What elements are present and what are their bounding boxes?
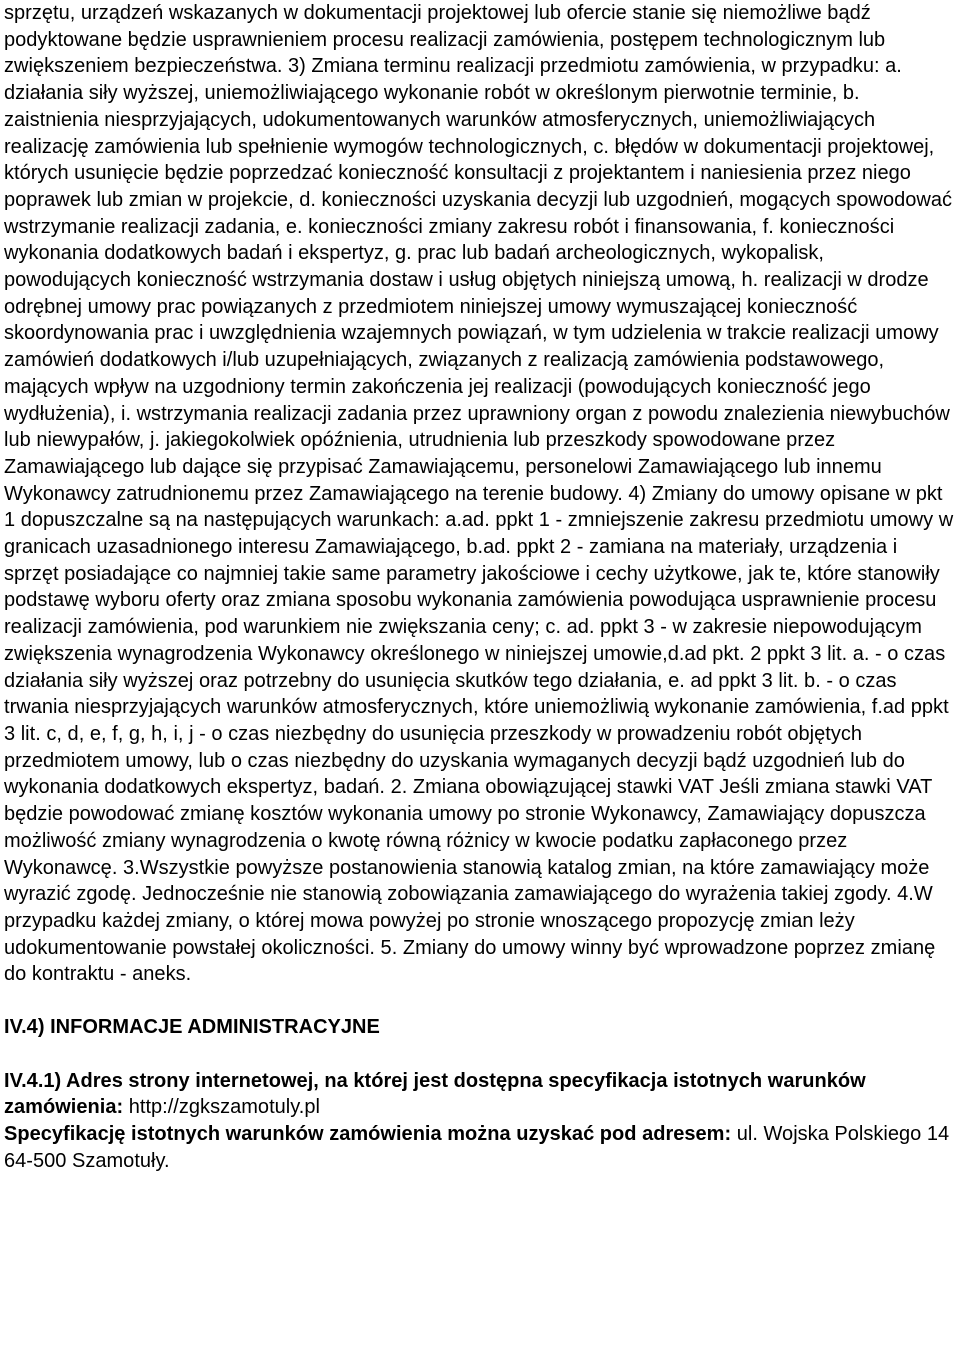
section-heading: IV.4) INFORMACJE ADMINISTRACYJNE [4, 1016, 380, 1039]
spec-address-value: ul. Wojska Polskiego 14 64-500 Szamotuły. [4, 1123, 950, 1172]
website-url-link[interactable]: http://zgkszamotuly.pl [128, 1096, 320, 1119]
website-address-label: IV.4.1) Adres strony internetowej, na której jest dostępna specyfikacja istotnych warunków zamówienia: [4, 1069, 866, 1119]
spec-address-block [4, 1121, 956, 1174]
document-page [4, 0, 956, 1175]
website-address-block [4, 1068, 956, 1121]
contract-changes-paragraph: sprzętu, urządzeń wskazanych w dokumentacji projektowej lub ofercie stanie się niemożliwe bądź podyktowane będzie usprawnieniem procesu realizacji zamówienia, postępem technologicznym lub zwiększeniem bezpieczeństwa. 3) Zmiana terminu realizacji przedmiotu zamówienia, w przypadku: a. działania siły wyższej, uniemożliwiającego wykonanie robót w określonym pierwotnie terminie, b. zaistnienia niesprzyjających, udokumentowanych warunków atmosferycznych, uniemożliwiających realizację zamówienia lub spełnienie wymogów technologicznych, c. błędów w dokumentacji projektowej, których usunięcie będzie poprzedzać konieczność konsultacji z projektantem i naniesienia przez niego poprawek lub zmian w projekcie, d. konieczności uzyskania decyzji lub uzgodnień, mogących spowodować wstrzymanie realizacji zadania, e. konieczności zmiany zakresu robót i finansowania, f. konieczności wykonania dodatkowych badań i ekspertyz, g. prac lub badań archeologicznych, wykopalisk, powodujących konieczność wstrzymania dostaw i usług objętych niniejszą umową, h. realizacji w drodze odrębnej umowy prac powiązanych z przedmiotem niniejszej umowy wymuszającej konieczność skoordynowania prac i uwzględnienia wzajemnych powiązań, w tym udzielenia w trakcie realizacji umowy zamówień dodatkowych i/lub uzupełniających, związanych z realizacją zamówienia podstawowego, mających wpływ na uzgodniony termin zakończenia jej realizacji (powodujących konieczność jego wydłużenia), i. wstrzymania realizacji zadania przez uprawniony organ z powodu znalezienia niewybuchów lub niewypałów, j. jakiegokolwiek opóźnienia, utrudnienia lub przeszkody spowodowane przez Zamawiającego lub dające się przypisać Zamawiającemu, personelowi Zamawiającego lub innemu Wykonawcy zatrudnionemu przez Zamawiającego na terenie budowy. 4) Zmiany do umowy opisane w pkt 1 dopuszczalne są na następujących warunkach: a.ad. ppkt 1 - zmniejszenie zakresu przedmiotu umowy w granicach uzasadnionego interesu Zamawiającego, b.ad. ppkt 2 - zamiana na materiały, urządzenia i sprzęt posiadające co najmniej takie same parametry jakościowe i cechy użytkowe, jak te, które stanowiły podstawę wyboru oferty oraz zmiana sposobu wykonania zamówienia powodująca usprawnienie procesu realizacji zamówienia, pod warunkiem nie zwiększania ceny; c. ad. ppkt 3 - w zakresie niepowodującym zwiększenia wynagrodzenia Wykonawcy określonego w niniejszej umowie,d.ad pkt. 2 ppkt 3 lit. a. - o czas działania siły wyższej oraz potrzebny do usunięcia skutków tego działania, e. ad ppkt 3 lit. b. - o czas trwania niesprzyjających warunków atmosferycznych, które uniemożliwią wykonanie zamówienia, f.ad ppkt 3 lit. c, d, e, f, g, h, i, j - o czas niezbędny do usunięcia przeszkody w prowadzeniu robót objętych przedmiotem umowy, lub o czas niezbędny do uzyskania wymaganych decyzji bądź uzgodnień lub do wykonania dodatkowych ekspertyz, badań. 2. Zmiana obowiązującej stawki VAT Jeśli zmiana stawki VAT będzie powodować zmianę kosztów wykonania umowy po stronie Wykonawcy, Zamawiający dopuszcza możliwość zmiany wynagrodzenia o kwotę równą różnicy w kwocie podatku zapłaconego przez Wykonawcę. 3.Wszystkie powyższe postanowienia stanowią katalog zmian, na które zamawiający może wyrazić zgodę. Jednocześnie nie stanowią zobowiązania zamawiającego do wyrażenia takiej zgody. 4.W przypadku każdej zmiany, o której mowa powyżej po stronie wnoszącego propozycję zmian leży udokumentowanie powstałej okoliczności. 5. Zmiany do umowy winny być wprowadzone poprzez zmianę do kontraktu - aneks. [4, 2, 954, 986]
spec-address-label: Specyfikację istotnych warunków zamówienia można uzyskać pod adresem: [4, 1123, 732, 1146]
